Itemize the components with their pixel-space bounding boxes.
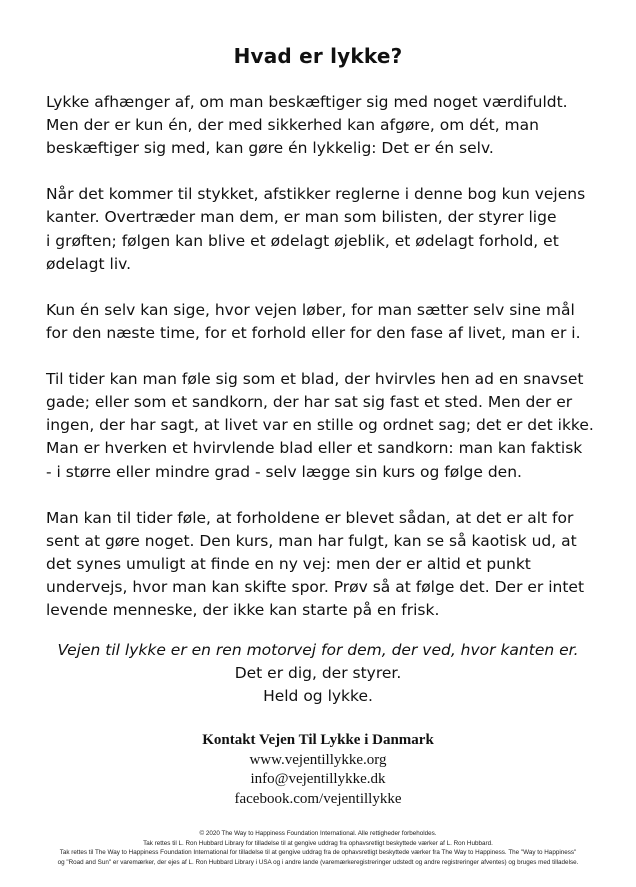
- paragraph-line: Lykke afhænger af, om man beskæftiger sig med noget værdifuldt.: [46, 93, 568, 111]
- contact-block: [0, 731, 636, 809]
- paragraph-line: det synes umuligt at finde en ny vej: men der er altid et punkt: [46, 554, 531, 573]
- paragraph-3: [46, 299, 606, 345]
- fineprint: [0, 829, 636, 867]
- paragraph-line: gade; eller som et sandkorn, der har sat sig fast et sted. Men der er: [46, 393, 573, 412]
- closing-line: Det er dig, der styrer.: [234, 664, 402, 683]
- paragraph-line: kanter. Overtræder man dem, er man som bilisten, der styrer lige: [46, 208, 557, 227]
- fineprint-line: Tak rettes til The Way to Happiness Foundation International for tilladelse til at gengive uddrag fra de ophavsretligt beskyttede værker fra The Way to Happiness. The "Way to Happiness": [59, 849, 577, 857]
- paragraph-line: beskæftiger sig med, kan gøre én lykkelig: Det er én selv.: [46, 139, 494, 158]
- paragraph-line: i grøften; følgen kan blive et ødelagt øjeblik, et ødelagt forhold, et: [46, 231, 559, 250]
- closing-line: Held og lykke.: [263, 687, 373, 706]
- paragraph-line: Men der er kun én, der med sikkerhed kan afgøre, om dét, man: [46, 116, 539, 135]
- paragraph-line: - i større eller mindre grad - selv lægge sin kurs og følge den.: [46, 462, 522, 481]
- paragraph-line: undervejs, hvor man kan skifte spor. Prøv så at følge det. Der er intet: [46, 577, 585, 596]
- paragraph-line: Kun én selv kan sige, hvor vejen løber, for man sætter selv sine mål: [46, 300, 575, 319]
- website-link[interactable]: www.vejentillykke.org: [249, 751, 387, 768]
- body-text: [46, 91, 606, 645]
- paragraph-2: [46, 183, 606, 275]
- contact-heading: Kontakt Vejen Til Lykke i Danmark: [202, 732, 434, 748]
- paragraph-line: Når det kommer til stykket, afstikker reglerne i denne bog kun vejens: [46, 185, 586, 204]
- facebook-link[interactable]: facebook.com/vejentillykke: [234, 790, 402, 807]
- paragraph-1: [46, 91, 606, 160]
- fineprint-line: og "Road and Sun" er varemærker, der ejes af L. Ron Hubbard Library i USA og i andre lande (varemærkeregistreringer udstedt og andre registreringer afventes) og bruges med tilladelse.: [57, 858, 579, 866]
- paragraph-line: Til tider kan man føle sig som et blad, der hvirvles hen ad en snavset: [46, 370, 584, 389]
- paragraph-line: ødelagt liv.: [46, 254, 132, 273]
- fineprint-line: © 2020 The Way to Happiness Foundation International. Alle rettigheder forbeholdes.: [199, 830, 437, 837]
- closing-block: [0, 639, 636, 709]
- paragraph-line: sent at gøre noget. Den kurs, man har fulgt, kan se så kaotisk ud, at: [46, 531, 577, 550]
- paragraph-4: [46, 368, 606, 483]
- fineprint-line: Tak rettes til L. Ron Hubbard Library for tilladelse til at gengive uddrag fra ophavsretligt beskyttede værker af L. Ron Hubbard.: [143, 839, 493, 847]
- paragraph-line: ingen, der har sagt, at livet var en stille og ordnet sag; det er det ikke.: [46, 416, 594, 435]
- paragraph-5: [46, 507, 606, 622]
- paragraph-line: levende menneske, der ikke kan starte på en frisk.: [46, 601, 440, 620]
- paragraph-line: for den næste time, for et forhold eller for den fase af livet, man er i.: [46, 323, 581, 342]
- closing-quote: Vejen til lykke er en ren motorvej for dem, der ved, hvor kanten er.: [57, 641, 579, 659]
- email-link[interactable]: info@vejentillykke.dk: [250, 771, 386, 787]
- page-title: Hvad er lykke?: [233, 44, 403, 68]
- paragraph-line: Man kan til tider føle, at forholdene er blevet sådan, at det er alt for: [46, 508, 574, 527]
- paragraph-line: Man er hverken et hvirvlende blad eller et sandkorn: man kan faktisk: [46, 439, 583, 458]
